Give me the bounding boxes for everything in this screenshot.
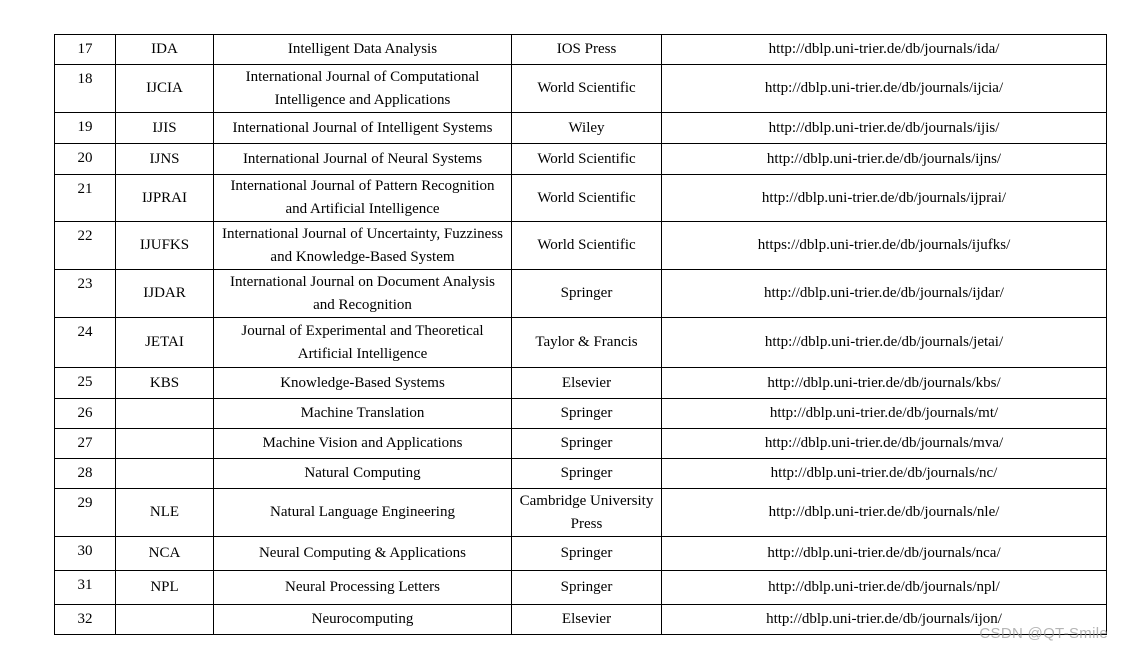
journal-name-cell: Machine Vision and Applications [214, 429, 512, 459]
abbreviation-cell: IJDAR [116, 270, 214, 318]
table-row [55, 35, 1107, 65]
url-cell: http://dblp.uni-trier.de/db/journals/mt/ [662, 399, 1107, 429]
table-row [55, 571, 1107, 605]
journal-name-cell: Natural Language Engineering [214, 489, 512, 537]
abbreviation-cell [116, 399, 214, 429]
row-number-cell: 21 [55, 175, 116, 222]
abbreviation-cell: IJNS [116, 144, 214, 175]
publisher-cell: Taylor & Francis [512, 318, 662, 368]
url-cell: http://dblp.uni-trier.de/db/journals/nle/ [662, 489, 1107, 537]
publisher-cell: Springer [512, 429, 662, 459]
table-row [55, 399, 1107, 429]
publisher-cell: Elsevier [512, 368, 662, 399]
journal-name-cell: Neural Computing & Applications [214, 537, 512, 571]
abbreviation-cell: KBS [116, 368, 214, 399]
url-cell: http://dblp.uni-trier.de/db/journals/ijns/ [662, 144, 1107, 175]
journal-name-cell: International Journal of Pattern Recognition and Artificial Intelligence [214, 175, 512, 222]
abbreviation-cell: IJIS [116, 113, 214, 144]
row-number-cell: 29 [55, 489, 116, 537]
table-row [55, 113, 1107, 144]
table-row [55, 459, 1107, 489]
table-row [55, 489, 1107, 537]
journal-name-cell: Intelligent Data Analysis [214, 35, 512, 65]
row-number-cell: 17 [55, 35, 116, 65]
table-row [55, 270, 1107, 318]
row-number-cell: 31 [55, 571, 116, 605]
url-cell: http://dblp.uni-trier.de/db/journals/nca/ [662, 537, 1107, 571]
table-row [55, 605, 1107, 635]
row-number-cell: 24 [55, 318, 116, 368]
table-row [55, 144, 1107, 175]
journal-table-body [55, 35, 1107, 635]
journal-name-cell: Neural Processing Letters [214, 571, 512, 605]
url-cell: http://dblp.uni-trier.de/db/journals/jetai/ [662, 318, 1107, 368]
table-row [55, 65, 1107, 113]
publisher-cell: Elsevier [512, 605, 662, 635]
journal-name-cell: Knowledge-Based Systems [214, 368, 512, 399]
row-number-cell: 19 [55, 113, 116, 144]
url-cell: http://dblp.uni-trier.de/db/journals/kbs/ [662, 368, 1107, 399]
row-number-cell: 28 [55, 459, 116, 489]
publisher-cell: Springer [512, 399, 662, 429]
table-row [55, 222, 1107, 270]
url-cell: http://dblp.uni-trier.de/db/journals/ijon/ [662, 605, 1107, 635]
publisher-cell: Springer [512, 459, 662, 489]
watermark-text: CSDN @QT-Smile [979, 625, 1108, 642]
url-cell: http://dblp.uni-trier.de/db/journals/ijdar/ [662, 270, 1107, 318]
row-number-cell: 25 [55, 368, 116, 399]
abbreviation-cell: NCA [116, 537, 214, 571]
journal-name-cell: Natural Computing [214, 459, 512, 489]
table-row [55, 175, 1107, 222]
table-row [55, 368, 1107, 399]
publisher-cell: World Scientific [512, 222, 662, 270]
publisher-cell: Springer [512, 270, 662, 318]
row-number-cell: 22 [55, 222, 116, 270]
publisher-cell: World Scientific [512, 144, 662, 175]
table-row [55, 318, 1107, 368]
publisher-cell: Cambridge University Press [512, 489, 662, 537]
row-number-cell: 30 [55, 537, 116, 571]
journal-name-cell: Machine Translation [214, 399, 512, 429]
publisher-cell: Springer [512, 537, 662, 571]
abbreviation-cell: NPL [116, 571, 214, 605]
publisher-cell: Springer [512, 571, 662, 605]
abbreviation-cell: JETAI [116, 318, 214, 368]
abbreviation-cell: IJCIA [116, 65, 214, 113]
journal-name-cell: International Journal on Document Analysis and Recognition [214, 270, 512, 318]
abbreviation-cell: IJUFKS [116, 222, 214, 270]
url-cell: http://dblp.uni-trier.de/db/journals/npl/ [662, 571, 1107, 605]
publisher-cell: Wiley [512, 113, 662, 144]
url-cell: http://dblp.uni-trier.de/db/journals/ijcia/ [662, 65, 1107, 113]
url-cell: http://dblp.uni-trier.de/db/journals/ijprai/ [662, 175, 1107, 222]
journal-name-cell: Journal of Experimental and Theoretical Artificial Intelligence [214, 318, 512, 368]
row-number-cell: 23 [55, 270, 116, 318]
publisher-cell: World Scientific [512, 175, 662, 222]
row-number-cell: 27 [55, 429, 116, 459]
abbreviation-cell: NLE [116, 489, 214, 537]
abbreviation-cell [116, 429, 214, 459]
row-number-cell: 18 [55, 65, 116, 113]
abbreviation-cell [116, 605, 214, 635]
publisher-cell: World Scientific [512, 65, 662, 113]
table-row [55, 537, 1107, 571]
row-number-cell: 32 [55, 605, 116, 635]
url-cell: https://dblp.uni-trier.de/db/journals/ijufks/ [662, 222, 1107, 270]
journal-name-cell: International Journal of Computational Intelligence and Applications [214, 65, 512, 113]
row-number-cell: 20 [55, 144, 116, 175]
publisher-cell: IOS Press [512, 35, 662, 65]
url-cell: http://dblp.uni-trier.de/db/journals/nc/ [662, 459, 1107, 489]
journal-table [54, 34, 1107, 635]
row-number-cell: 26 [55, 399, 116, 429]
url-cell: http://dblp.uni-trier.de/db/journals/mva/ [662, 429, 1107, 459]
journal-name-cell: International Journal of Uncertainty, Fuzziness and Knowledge-Based System [214, 222, 512, 270]
url-cell: http://dblp.uni-trier.de/db/journals/ida/ [662, 35, 1107, 65]
abbreviation-cell: IJPRAI [116, 175, 214, 222]
journal-name-cell: Neurocomputing [214, 605, 512, 635]
table-row [55, 429, 1107, 459]
abbreviation-cell [116, 459, 214, 489]
journal-name-cell: International Journal of Neural Systems [214, 144, 512, 175]
journal-name-cell: International Journal of Intelligent Systems [214, 113, 512, 144]
url-cell: http://dblp.uni-trier.de/db/journals/ijis/ [662, 113, 1107, 144]
abbreviation-cell: IDA [116, 35, 214, 65]
